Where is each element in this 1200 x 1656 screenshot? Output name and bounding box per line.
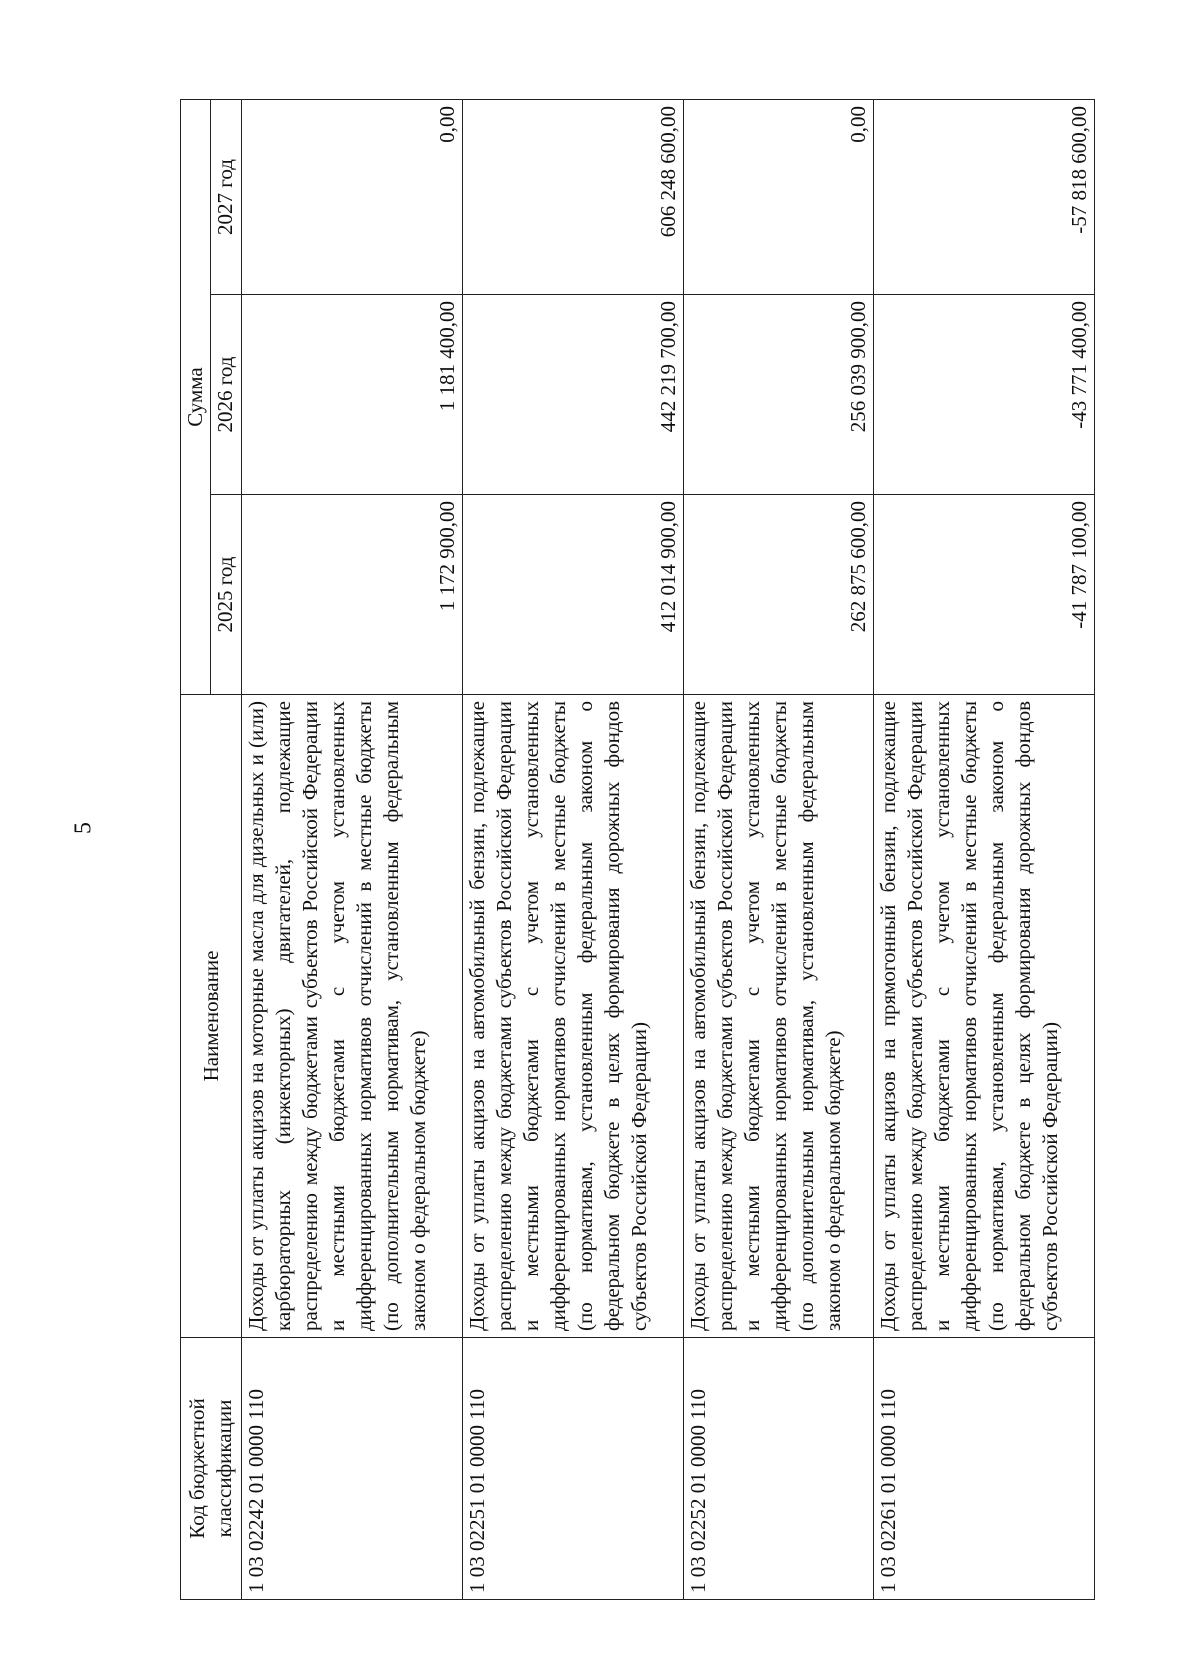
row-name: Доходы от уплаты акцизов на автомобильный бензин, подлежащие распределению между бюджетами субъектов Российской Федерации и местными бюджетами с учетом установленных дифференцированных нормативов отчислений в местные бюджеты (по нормативам, установленным федеральным законом о федеральном бюджете в целях формирования дорожных фондов субъектов Российской Федерации) bbox=[463, 695, 684, 1338]
table-header-row bbox=[181, 100, 211, 1600]
row-value-2025: 262 875 600,00 bbox=[684, 495, 874, 695]
row-code: 1 03 02261 01 0000 110 bbox=[873, 1338, 1094, 1600]
row-name: Доходы от уплаты акцизов на моторные масла для дизельных и (или) карбюраторных (инжекторных) двигателей, подлежащие распределению между бюджетами субъектов Российской Федерации и местными бюджетами с учетом установленных дифференцированных нормативов отчислений в местные бюджеты (по дополнительным нормативам, установленным федеральным законом о федеральном бюджете) bbox=[242, 695, 463, 1338]
rotated-table-container bbox=[180, 100, 1095, 1600]
header-name: Наименование bbox=[181, 695, 242, 1338]
row-value-2027: 606 248 600,00 bbox=[463, 100, 684, 295]
row-value-2026: 256 039 900,00 bbox=[684, 295, 874, 495]
table-row bbox=[873, 100, 1094, 1600]
header-code: Код бюджетной классификации bbox=[181, 1338, 242, 1600]
row-code: 1 03 02252 01 0000 110 bbox=[684, 1338, 874, 1600]
row-value-2026: -43 771 400,00 bbox=[873, 295, 1094, 495]
row-code: 1 03 02242 01 0000 110 bbox=[242, 1338, 463, 1600]
row-name: Доходы от уплаты акцизов на прямогонный бензин, подлежащие распределению между бюджетами субъектов Российской Федерации и местными бюджетами с учетом установленных дифференцированных нормативов отчислений в местные бюджеты (по нормативам, установленным федеральным законом о федеральном бюджете в целях формирования дорожных фондов субъектов Российской Федерации) bbox=[873, 695, 1094, 1338]
header-year-2025: 2025 год bbox=[211, 495, 242, 695]
table-row bbox=[684, 100, 874, 1600]
row-value-2025: 412 014 900,00 bbox=[463, 495, 684, 695]
row-value-2027: 0,00 bbox=[684, 100, 874, 295]
row-value-2025: -41 787 100,00 bbox=[873, 495, 1094, 695]
row-value-2025: 1 172 900,00 bbox=[242, 495, 463, 695]
table-row bbox=[242, 100, 463, 1600]
budget-income-table bbox=[180, 99, 1095, 1600]
row-name: Доходы от уплаты акцизов на автомобильный бензин, подлежащие распределению между бюджетами субъектов Российской Федерации и местными бюджетами с учетом установленных дифференцированных нормативов отчислений в местные бюджеты (по дополнительным нормативам, установленным федеральным законом о федеральном бюджете) bbox=[684, 695, 874, 1338]
row-value-2026: 1 181 400,00 bbox=[242, 295, 463, 495]
header-year-2027: 2027 год bbox=[211, 100, 242, 295]
row-code: 1 03 02251 01 0000 110 bbox=[463, 1338, 684, 1600]
row-value-2026: 442 219 700,00 bbox=[463, 295, 684, 495]
page-number: 5 bbox=[70, 822, 97, 834]
row-value-2027: -57 818 600,00 bbox=[873, 100, 1094, 295]
header-year-2026: 2026 год bbox=[211, 295, 242, 495]
row-value-2027: 0,00 bbox=[242, 100, 463, 295]
table-row bbox=[463, 100, 684, 1600]
header-sum: Сумма bbox=[181, 100, 211, 695]
